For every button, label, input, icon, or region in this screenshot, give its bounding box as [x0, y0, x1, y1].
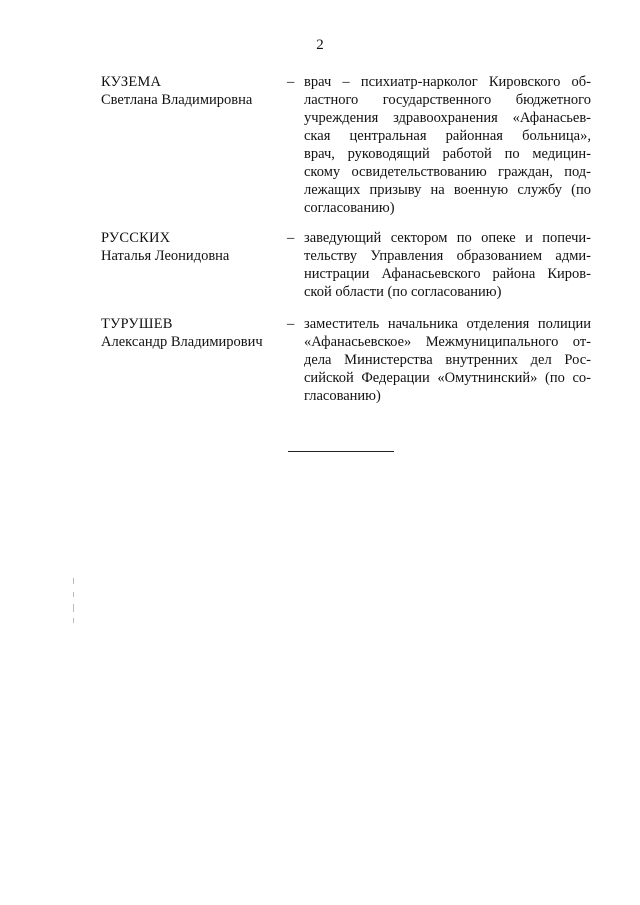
member-position-description — [304, 73, 591, 217]
description-line: сийской Федерации «Омутнинский» (по со- — [304, 370, 591, 386]
description-line: нистрации Афанасьевского района Киров- — [304, 266, 591, 282]
description-line: врач, руководящий работой по медицин- — [304, 146, 591, 162]
entry-dash: – — [287, 74, 295, 90]
description-line: дела Министерства внутренних дел Рос- — [304, 352, 591, 368]
member-surname: КУЗЕМА — [101, 74, 162, 90]
member-given-names: Александр Владимирович — [101, 334, 263, 350]
member-given-names: Наталья Леонидовна — [101, 248, 230, 264]
description-line: лежащих призыву на военную службу (по — [304, 182, 591, 198]
description-line: «Афанасьевское» Межмуниципального от- — [304, 334, 591, 350]
member-surname: РУССКИХ — [101, 230, 171, 246]
closing-rule-line — [288, 451, 394, 452]
description-line: ская центральная районная больница», — [304, 128, 591, 144]
description-line: скому освидетельствованию граждан, под- — [304, 164, 591, 180]
description-line: врач – психиатр-нарколог Кировского об- — [304, 74, 591, 90]
member-surname: ТУРУШЕВ — [101, 316, 173, 332]
entry-dash: – — [287, 316, 295, 332]
entry-dash: – — [287, 230, 295, 246]
member-name-block — [101, 315, 281, 351]
member-name-block — [101, 229, 281, 265]
scan-margin-marks — [73, 578, 75, 624]
member-position-description — [304, 229, 591, 301]
description-line: согласованию) — [304, 200, 395, 216]
description-line: ской области (по согласованию) — [304, 284, 502, 300]
description-line: заведующий сектором по опеке и попечи- — [304, 230, 591, 246]
description-line: ластного государственного бюджетного — [304, 92, 591, 108]
description-line: учреждения здравоохранения «Афанасьев- — [304, 110, 591, 126]
member-given-names: Светлана Владимировна — [101, 92, 253, 108]
page-number: 2 — [316, 37, 324, 53]
description-line: тельству Управления образованием адми- — [304, 248, 591, 264]
description-line: заместитель начальника отделения полиции — [304, 316, 591, 332]
member-name-block — [101, 73, 281, 109]
member-position-description — [304, 315, 591, 405]
description-line: гласованию) — [304, 388, 381, 404]
